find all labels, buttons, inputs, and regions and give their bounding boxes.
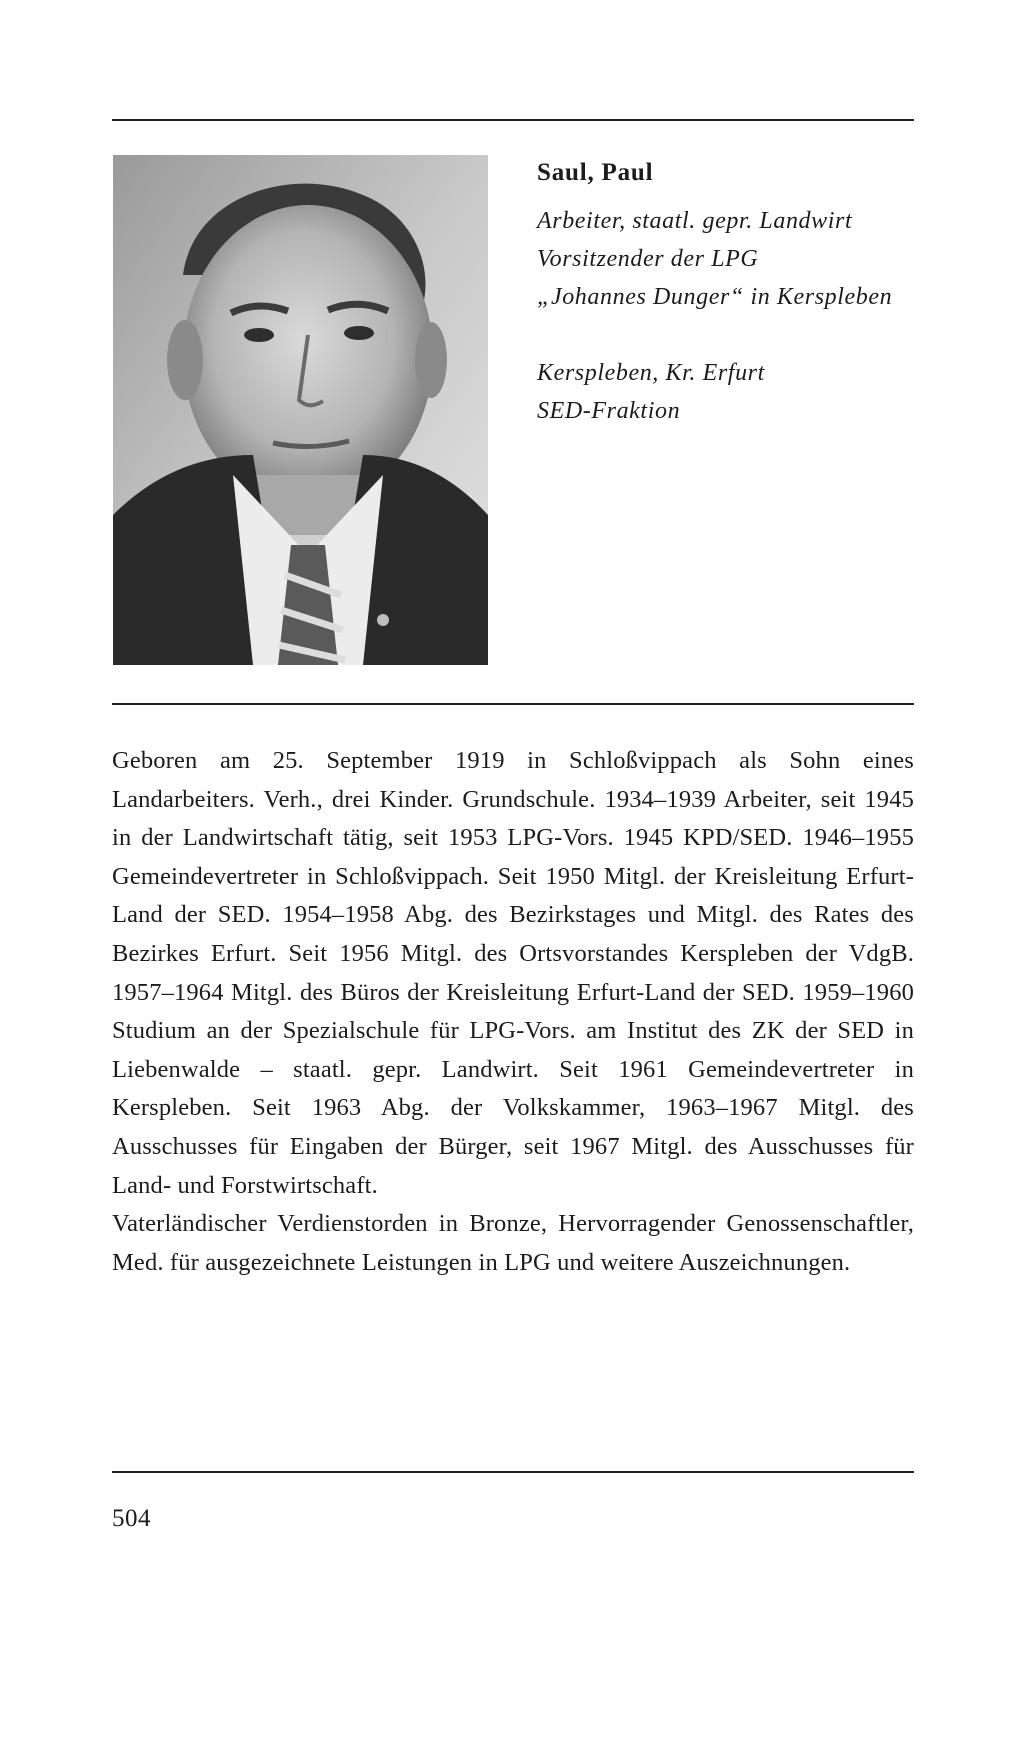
portrait-illustration: [113, 155, 488, 665]
bottom-rule: [112, 1471, 914, 1473]
portrait-photo: [113, 155, 488, 665]
page-number: 504: [112, 1505, 151, 1532]
person-name: Saul, Paul: [537, 159, 654, 186]
biography-paragraph: Geboren am 25. September 1919 in Schloßvippach als Sohn eines Landarbeiters. Verh., drei Kinder. Grundschule. 1934–1939 Arbeiter, seit 1945 in der Landwirtschaft tätig, seit 1953 LPG-Vors. 1945 KPD/SED. 1946–1955 Gemeindevertreter in Schloßvippach. Seit 1950 Mitgl. der Kreisleitung Erfurt-Land der SED. 1954–1958 Abg. des Bezirkstages und Mitgl. des Rates des Bezirkes Erfurt. Seit 1956 Mitgl. des Ortsvorstandes Kerspleben der VdgB. 1957–1964 Mitgl. des Büros der Kreisleitung Erfurt-Land der SED. 1959–1960 Studium an der Spezialschule für LPG-Vors. am Institut des ZK der SED in Liebenwalde – staatl. gepr. Landwirt. Seit 1961 Gemeindevertreter in Kerspleben. Seit 1963 Abg. der Volkskammer, 1963–1967 Mitgl. des Ausschusses für Eingaben der Bürger, seit 1967 Mitgl. des Ausschusses für Land- und Forstwirtschaft.: [112, 747, 914, 1199]
location: Kerspleben, Kr. Erfurt: [537, 360, 765, 386]
spacer: [537, 316, 917, 354]
awards-paragraph: Vaterländischer Verdienstorden in Bronze, Hervorragender Genossenschaftler, Med. für ausgezeichnete Leistungen in LPG und weitere Auszeichnungen.: [112, 1210, 914, 1276]
role-line-1: Arbeiter, staatl. gepr. Landwirt: [537, 208, 853, 234]
entry-header: [537, 156, 917, 430]
role-line-3: „Johannes Dunger“ in Kerspleben: [537, 284, 893, 310]
faction: SED-Fraktion: [537, 398, 681, 424]
role-line-2: Vorsitzender der LPG: [537, 246, 759, 272]
middle-rule: [112, 703, 914, 705]
biography: [112, 742, 914, 1282]
top-rule: [112, 119, 914, 121]
